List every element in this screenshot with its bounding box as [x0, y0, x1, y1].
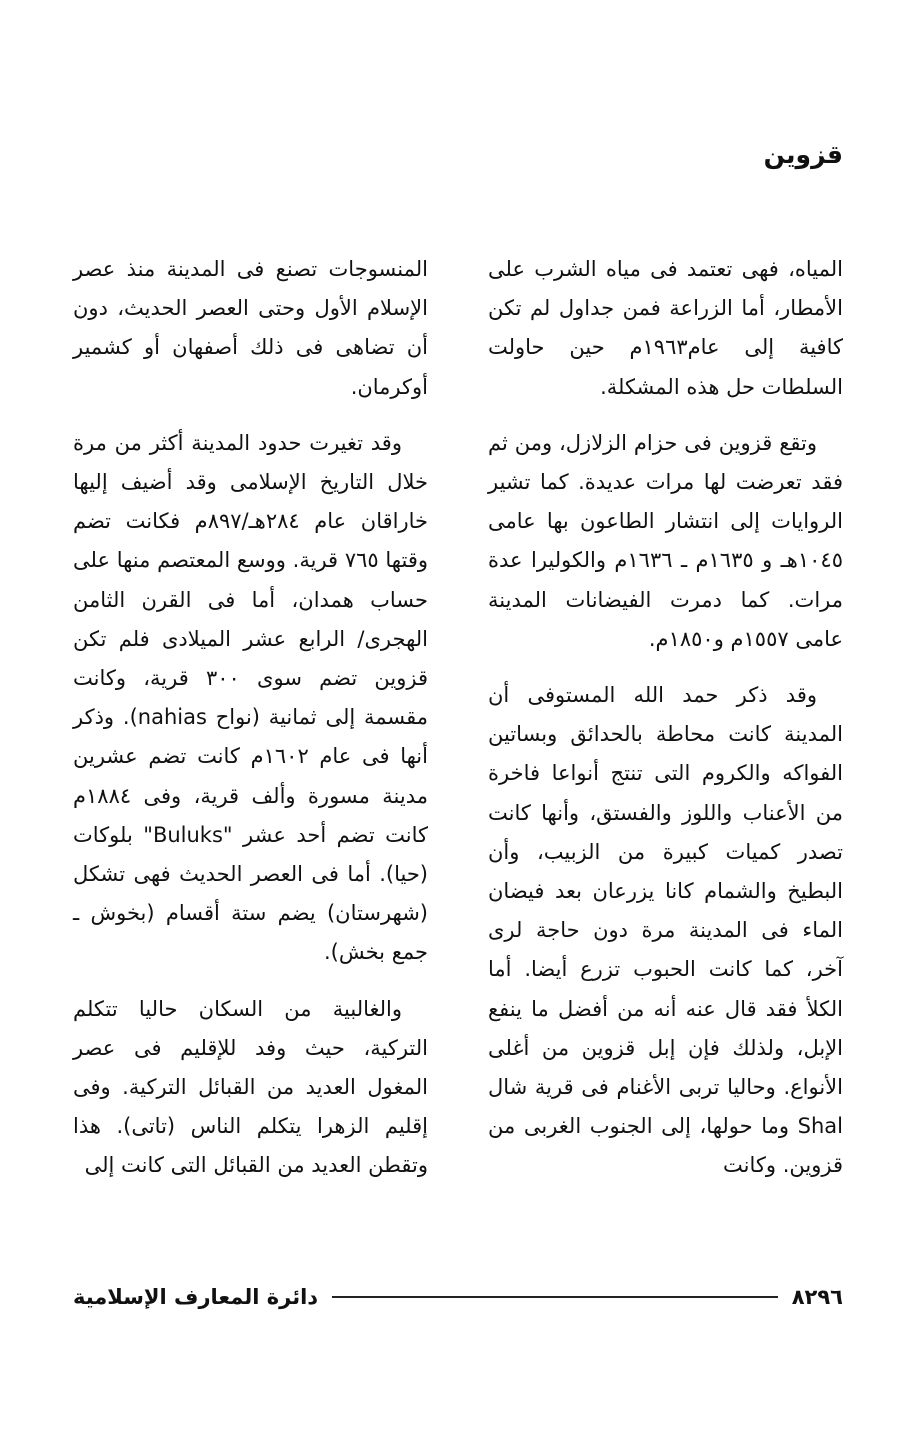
paragraph: المياه، فهى تعتمد فى مياه الشرب على الأمطار، أما الزراعة فمن جداول لم تكن كافية إلى عام١٩٦٣م حين حاولت السلطات حل هذه المشكلة. — [488, 257, 843, 399]
paragraph: وقد تغيرت حدود المدينة أكثر من مرة خلال التاريخ الإسلامى وقد أضيف إليها خاراقان عام ٢٨٤هـ/٨٩٧م فكانت تضم وقتها ٧٦٥ قرية. ووسع المعتصم منها على حساب همدان، أما فى القرن الثامن الهجرى/ الرابع عشر الميلادى فلم تكن قزوين تضم سوى ٣٠٠ قرية، وكانت مقسمة إلى ثمانية (نواح nahias). وذكر أنها فى عام ١٦٠٢م كانت تضم عشرين مدينة مسورة وألف قرية، وفى ١٨٨٤م كانت تضم أحد عشر "Buluks" بلوكات (حيا). أما فى العصر الحديث فهى تشكل (شهرستان) يضم ستة أقسام (بخوش ـ جمع بخش). — [73, 430, 429, 965]
footer-rule — [332, 1296, 778, 1298]
text-column-right — [488, 250, 843, 1203]
paragraph: والغالبية من السكان حاليا تتكلم التركية، حيث وفد للإقليم فى عصر المغول العديد من القبائل التركية. وفى إقليم الزهرا يتكلم الناس (تاتى). هذا وتقطن العديد من القبائل التى كانت إلى — [73, 996, 428, 1178]
journal-title: دائرة المعارف الإسلامية — [73, 1285, 319, 1309]
running-title: قزوين — [763, 140, 843, 169]
page-footer — [73, 1282, 843, 1312]
text-column-left — [73, 250, 428, 1203]
paragraph: المنسوجات تصنع فى المدينة منذ عصر الإسلام الأول وحتى العصر الحديث، دون أن تضاهى فى ذلك أصفهان أو كشمير أوكرمان. — [73, 257, 428, 399]
page-number: ٨٢٩٦ — [791, 1285, 843, 1309]
paragraph: وتقع قزوين فى حزام الزلازل، ومن ثم فقد تعرضت لها مرات عديدة. كما تشير الروايات إلى انتشار الطاعون بها عامى ١٠٤٥هـ و ١٦٣٥م ـ ١٦٣٦م والكوليرا عدة مرات. كما دمرت الفيضانات المدينة عامى ١٥٥٧م و١٨٥٠م. — [488, 430, 843, 651]
paragraph: وقد ذكر حمد الله المستوفى أن المدينة كانت محاطة بالحدائق وبساتين الفواكه والكروم التى تنتج أنواعا فاخرة من الأعناب واللوز والفستق، وأنها كانت تصدر كميات كبيرة من الزبيب، وأن البطيخ والشمام كانا يزرعان بعد فيضان الماء فى المدينة مرة دون حاجة لرى آخر، كما كانت الحبوب تزرع أيضا. أما الكلأ فقد قال عنه أنه من أفضل ما ينفع الإبل، ولذلك فإن إبل قزوين من أغلى الأنواع. وحاليا تربى الأغنام فى قرية شال Shal وما حولها، إلى الجنوب الغربى من قزوين. وكانت — [488, 683, 843, 1178]
